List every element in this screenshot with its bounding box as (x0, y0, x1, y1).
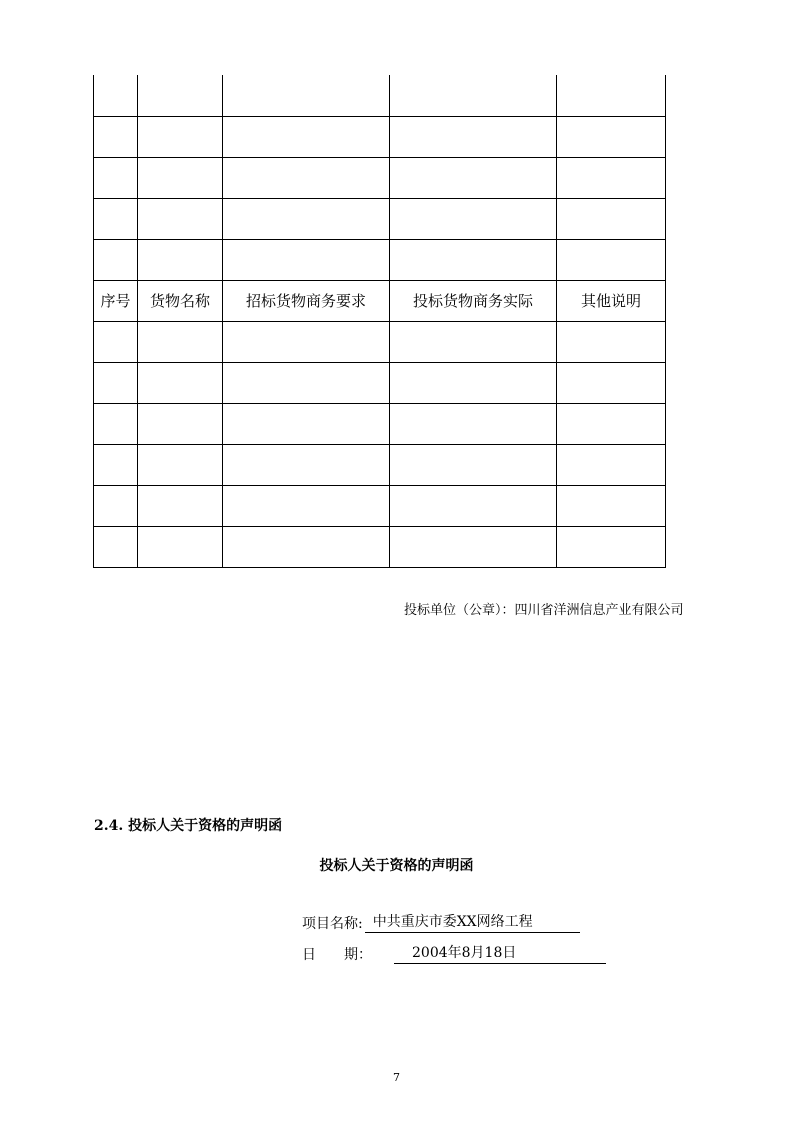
table-cell (557, 157, 666, 198)
table-cell (390, 198, 557, 239)
table-cell (94, 403, 138, 444)
table-cell (223, 116, 390, 157)
table-cell (223, 239, 390, 280)
table-cell (390, 75, 557, 116)
table-cell (557, 116, 666, 157)
table-cell (138, 403, 223, 444)
declaration-title: 投标人关于资格的声明函 (319, 858, 474, 874)
project-name-label: 项目名称: (302, 916, 363, 932)
table-cell (557, 485, 666, 526)
table-cell (390, 321, 557, 362)
table-cell (94, 239, 138, 280)
table-cell (223, 362, 390, 403)
table-row (94, 526, 666, 567)
table-cell (94, 444, 138, 485)
table-row (94, 485, 666, 526)
table-cell (138, 157, 223, 198)
table-cell (557, 362, 666, 403)
table-cell (138, 362, 223, 403)
table-cell (557, 321, 666, 362)
table-cell (390, 403, 557, 444)
table-row (94, 403, 666, 444)
table-cell (557, 75, 666, 116)
table-cell (138, 444, 223, 485)
table-header-row (94, 280, 666, 321)
table-row (94, 157, 666, 198)
table-cell (557, 526, 666, 567)
table-row (94, 321, 666, 362)
table-row (94, 444, 666, 485)
table-header-cell: 序号 (94, 280, 138, 321)
table-body (94, 75, 666, 567)
project-name-row (302, 913, 580, 933)
table-cell (557, 403, 666, 444)
table-cell (223, 403, 390, 444)
table-cell (557, 444, 666, 485)
table-cell (390, 526, 557, 567)
table-cell (138, 526, 223, 567)
date-label-first: 日 (302, 947, 316, 963)
goods-business-table (93, 75, 666, 568)
table-cell (390, 444, 557, 485)
table-header-cell: 货物名称 (138, 280, 223, 321)
table-cell (390, 157, 557, 198)
table-cell (223, 75, 390, 116)
table-cell (138, 116, 223, 157)
section-heading: 2.4. 投标人关于资格的声明函 (94, 818, 283, 834)
table-header-cell: 招标货物商务要求 (223, 280, 390, 321)
table-header-cell: 投标货物商务实际 (390, 280, 557, 321)
table-cell (94, 526, 138, 567)
page-number: 7 (393, 1071, 400, 1084)
table-cell (223, 485, 390, 526)
table-cell (138, 321, 223, 362)
date-value: 2004年8月18日 (394, 944, 606, 964)
date-label-second: 期： (344, 947, 372, 963)
table-row (94, 362, 666, 403)
table-row (94, 239, 666, 280)
table-cell (223, 444, 390, 485)
table-cell (138, 239, 223, 280)
table-cell (94, 321, 138, 362)
table-cell (94, 75, 138, 116)
table-cell (557, 198, 666, 239)
table-cell (390, 116, 557, 157)
table-cell (557, 239, 666, 280)
table-cell (94, 362, 138, 403)
table-cell (223, 157, 390, 198)
table-cell (223, 198, 390, 239)
date-row (302, 944, 606, 964)
table-cell (94, 198, 138, 239)
table-cell (94, 485, 138, 526)
table-row (94, 116, 666, 157)
table-cell (94, 116, 138, 157)
table-header-cell: 其他说明 (557, 280, 666, 321)
table-cell (94, 157, 138, 198)
project-name-value: 中共重庆市委XX网络工程 (365, 913, 580, 933)
table-cell (390, 485, 557, 526)
table-cell (138, 75, 223, 116)
bidder-seal-line: 投标单位（公章）：四川省洋洲信息产业有限公司 (404, 603, 684, 618)
table-row (94, 198, 666, 239)
table-cell (138, 485, 223, 526)
table-cell (390, 239, 557, 280)
table-cell (138, 198, 223, 239)
table-row (94, 75, 666, 116)
table-cell (223, 526, 390, 567)
table-cell (223, 321, 390, 362)
table-cell (390, 362, 557, 403)
